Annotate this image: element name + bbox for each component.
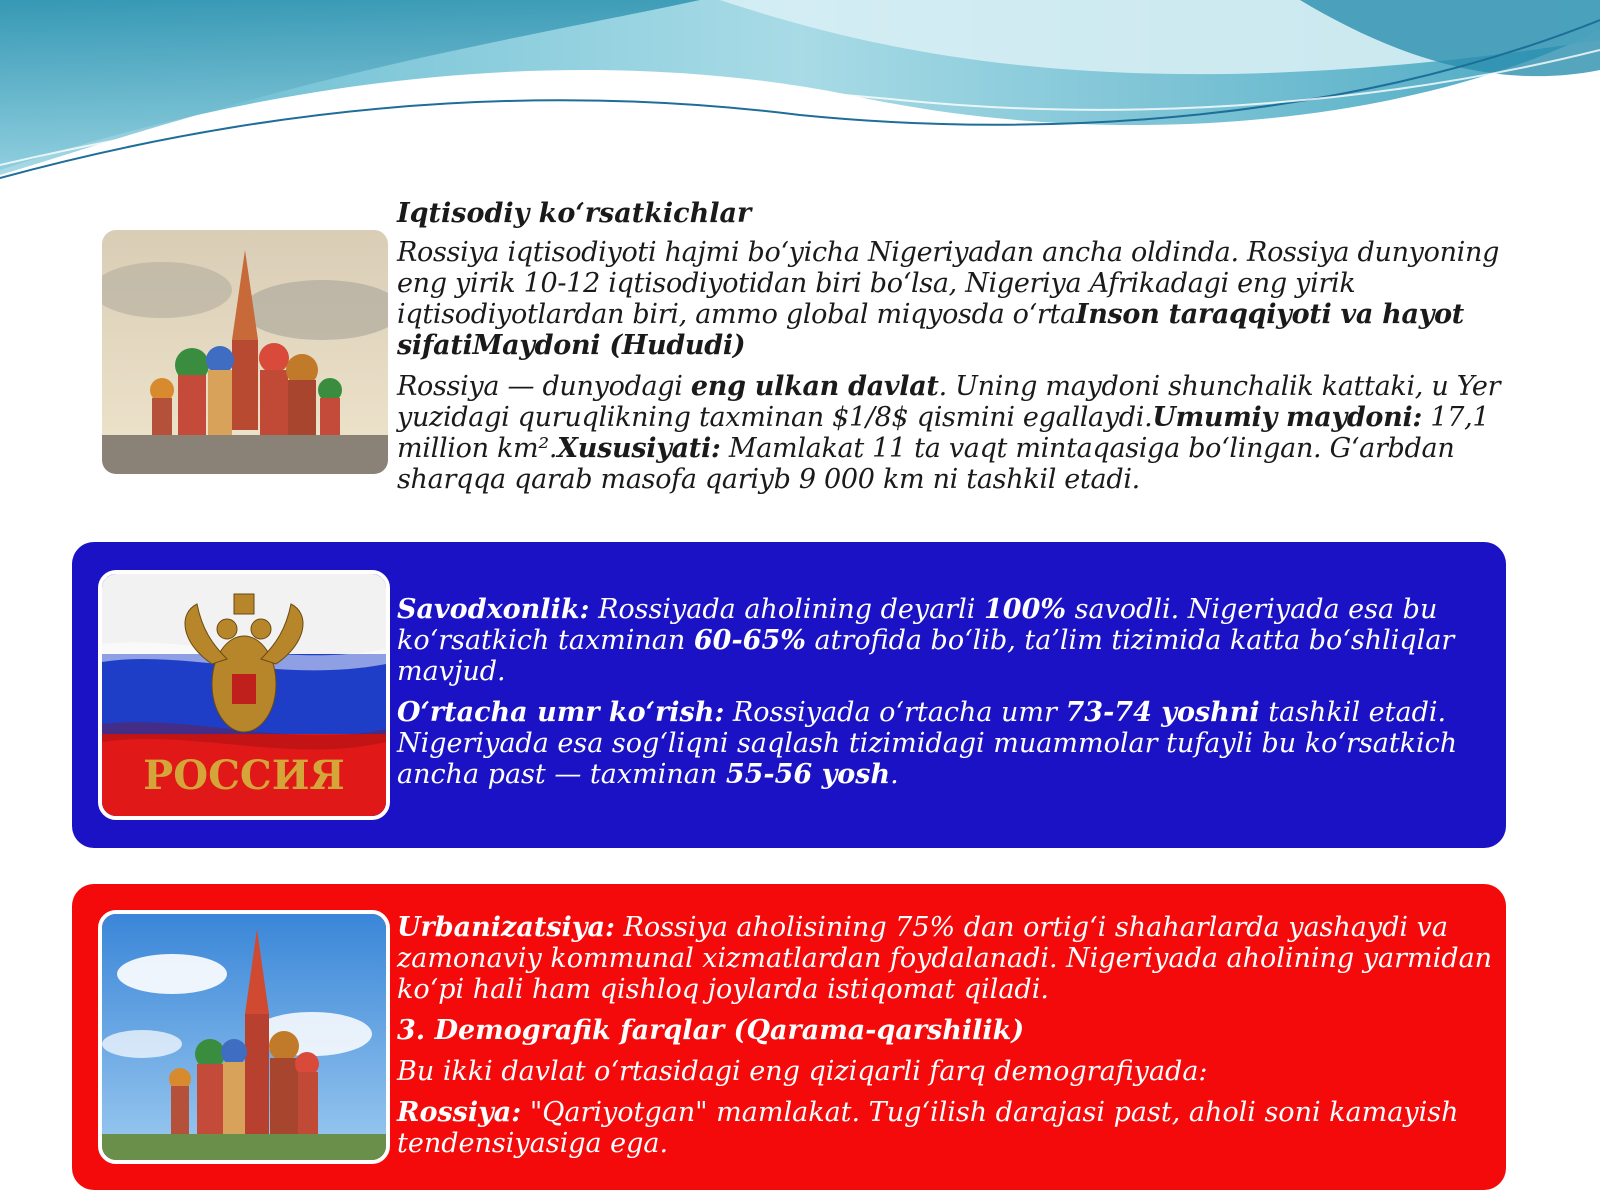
section-title: Iqtisodiy ko‘rsatkichlar	[397, 198, 752, 229]
header-wave-decoration	[0, 0, 1600, 190]
cathedral-blue-sky-icon	[102, 914, 386, 1160]
russian-flag-coat-of-arms-icon	[102, 574, 386, 816]
literacy-life-section	[397, 594, 1497, 800]
demographics-heading: 3. Demografik farqlar (Qarama-qarshilik)	[397, 1015, 1025, 1046]
demographics-section	[397, 912, 1497, 1169]
cathedral-sky-image	[98, 910, 390, 1164]
urbanization-paragraph: Urbanizatsiya: Rossiya aholisining 75% dan ortig‘i shaharlarda yashaydi va zamonaviy kommunal xizmatlardan foydalanadi. Nigeriyada aholining yarmidan ko‘pi hali ham qishloq joylarda istiqomat qiladi.	[397, 912, 1493, 1005]
russia-demographics-paragraph: Rossiya: "Qariyotgan" mamlakat. Tug‘ilish darajasi past, aholi soni kamayish tendensiyasiga ega.	[397, 1097, 1459, 1159]
flag-caption: РОССИЯ	[143, 752, 345, 799]
saint-basil-cathedral-icon	[102, 230, 388, 474]
russian-flag-image	[98, 570, 390, 820]
life-expectancy-paragraph: O‘rtacha umr ko‘rish: Rossiyada o‘rtacha umr 73-74 yoshni tashkil etadi. Nigeriyada esa sog‘liqni saqlash tizimidagi muammolar tufayli bu ko‘rsatkich ancha past — taxminan 55-56 yosh.	[397, 697, 1458, 790]
literacy-paragraph: Savodxonlik: Rossiyada aholining deyarli 100% savodli. Nigeriyada esa bu ko‘rsatkich taxminan 60-65% atrofida bo‘lib, ta’lim tizimida katta bo‘shliqlar mavjud.	[397, 594, 1455, 687]
economy-paragraph: Rossiya iqtisodiyoti hajmi bo‘yicha Nigeriyadan ancha oldinda. Rossiya dunyoning eng yirik 10-12 iqtisodiyotidan biri bo‘lsa, Nigeriya Afrikadagi eng yirik iqtisodiyotlardan biri, ammo global miqyosda o‘rtaInson taraqqiyoti va hayot sifatiMaydoni (Hududi)	[397, 237, 1500, 361]
demographics-intro: Bu ikki davlat o‘rtasidagi eng qiziqarli farq demografiyada:	[397, 1056, 1208, 1087]
area-paragraph: Rossiya — dunyodagi eng ulkan davlat. Uning maydoni shunchalik kattaki, u Yer yuzidagi quruqlikning taxminan $1/8$ qismini egallaydi.Umumiy maydoni: 17,1 million km².Xususiyati: Mamlakat 11 ta vaqt mintaqasiga bo‘lingan. G‘arbdan sharqqa qarab masofa qariyb 9 000 km ni tashkil etadi.	[397, 371, 1501, 495]
saint-basil-image	[102, 230, 388, 474]
economic-indicators-section	[397, 198, 1517, 505]
